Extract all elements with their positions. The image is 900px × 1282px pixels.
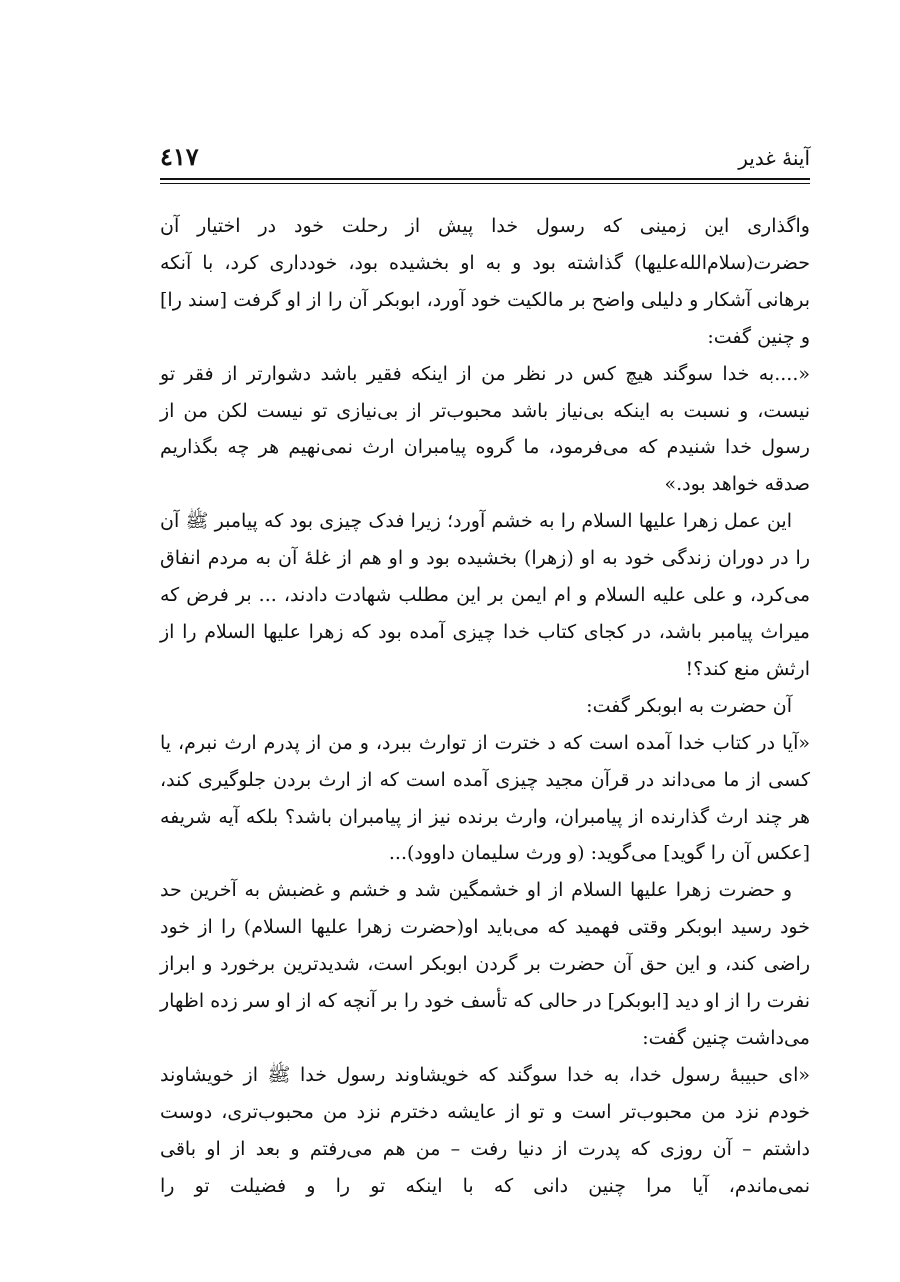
paragraph: و حضرت زهرا عليها السلام از او خشمگین شد و خشم و غضبش به آخرین حد خود رسید ابوبکر وقتی فهمید که می‌باید او(حضرت زهرا عليها السلام) را از خود راضی کند، و این حق آن حضرت بر گردن ابوبکر است، شدیدترین برخورد و ابراز نفرت را از او دید [ابوبکر] در حالی که تأسف خود را بر آنچه که از او سر زده اظهار می‌داشت چنین گفت: bbox=[160, 879, 810, 1049]
quote-paragraph: «آیا در کتاب خدا آمده است که د خترت از توارث ببرد، و من از پدرم ارث نبرم، یا کسی از ما می‌داند در قرآن مجید چیزی آمده است که از ارث بردن جلوگیری کند، هر چند ارث گذارنده از پیامبران، وارث برنده نیز از پیامبران باشد؟ بلکه آیه شریفه [عکس آن را گوید] می‌گوید: (و ورث سلیمان داوود)... bbox=[160, 731, 810, 865]
paragraph: واگذاری این زمینی که رسول خدا پیش از رحلت خود در اختیار آن حضرت(سلام‌الله‌علیها) گذاشته بود و به او بخشیده بود، خودداری کرد، با آنکه برهانی آشکار و دلیلی واضح بر مالکیت خود آورد، ابوبکر آن را از او گرفت [سند را] و چنین گفت: bbox=[160, 215, 810, 348]
running-title: آینهٔ غدیر bbox=[738, 146, 810, 170]
quote-paragraph: «ای حبیبهٔ رسول خدا، به خدا سوگند که خویشاوند رسول خدا ﷺ از خویشاوند خودم نزد من محبوب‌تر است و تو از عایشه دخترم نزد من محبوب‌تری، دوست داشتم – آن روزی که پدرت از دنیا رفت – من هم می‌رفتم و بعد از او باقی نمی‌ماندم، آیا مرا چنین دانی که با اینکه تو را و فضیلت تو را bbox=[160, 1063, 810, 1197]
page-header bbox=[160, 138, 810, 178]
paragraph: این عمل زهرا عليها السلام را به خشم آورد؛ زیرا فدک چیزی بود که پیامبر ﷺ آن را در دوران زندگی خود به او (زهرا) بخشیده بود و او هم از غلهٔ آن به مردم انفاق می‌کرد، و علی عليه السلام و ام ایمن بر این مطلب شهادت دادند، ... بر فرض که میراث پیامبر باشد، در کجای کتاب خدا چیزی آمده بود که زهرا عليها السلام را از ارثش منع کند؟! bbox=[160, 510, 810, 680]
paragraph: آن حضرت به ابوبکر گفت: bbox=[586, 694, 792, 717]
quote-paragraph: «....به خدا سوگند هیچ کس در نظر من از اینکه فقیر باشد دشوارتر از فقر تو نیست، و نسبت به اینکه بی‌نیاز باشد محبوب‌تر از بی‌نیازی تو نیست لکن من از رسول خدا شنیدم که می‌فرمود، ما گروه پیامبران ارث نمی‌نهیم هر چه بگذاریم صدقه خواهد بود.» bbox=[160, 362, 810, 496]
body-text bbox=[160, 208, 810, 1204]
page-number: ٤١٧ bbox=[160, 142, 199, 171]
header-rule-thin bbox=[160, 183, 810, 184]
header-rule bbox=[160, 178, 810, 180]
